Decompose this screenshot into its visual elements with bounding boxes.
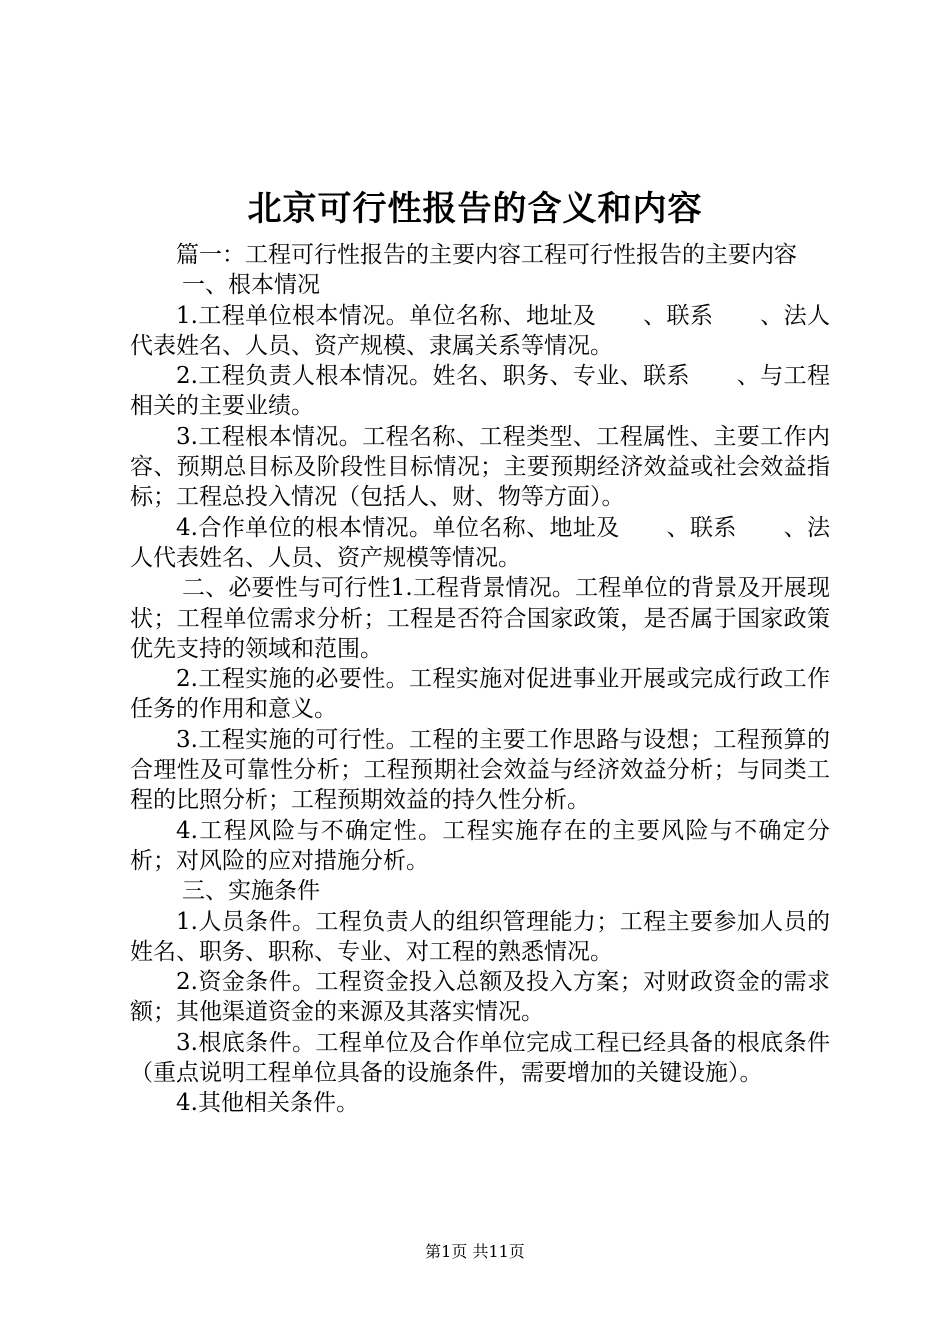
section-heading-1: 一、根本情况 <box>182 272 320 299</box>
page-number-footer: 第1页 共11页 <box>425 1242 525 1261</box>
paragraph: 2.资金条件。工程资金投入总额及投入方案；对财政资金的需求额；其他渠道资金的来源及其落实情况。 <box>130 969 830 1026</box>
paragraph: 3.工程根本情况。工程名称、工程类型、工程属性、主要工作内容、预期总目标及阶段性目标情况；主要预期经济效益或社会效益指标；工程总投入情况（包括人、财、物等方面）。 <box>130 423 830 511</box>
paragraph: 2.工程实施的必要性。工程实施对促进事业开展或完成行政工作任务的作用和意义。 <box>130 666 830 723</box>
paragraph: 4.其他相关条件。 <box>176 1090 359 1117</box>
section-heading-3: 三、实施条件 <box>182 878 320 905</box>
paragraph: 3.根底条件。工程单位及合作单位完成工程已经具备的根底条件（重点说明工程单位具备的设施条件，需要增加的关键设施）。 <box>130 1029 830 1087</box>
document-title: 北京可行性报告的含义和内容 <box>247 189 703 229</box>
paragraph: 4.合作单位的根本情况。单位名称、地址及 、联系 、法人代表姓名、人员、资产规模等情况。 <box>130 514 830 571</box>
paragraph: 4.工程风险与不确定性。工程实施存在的主要风险与不确定分析；对风险的应对措施分析。 <box>130 817 830 874</box>
paragraph: 1.人员条件。工程负责人的组织管理能力；工程主要参加人员的姓名、职务、职称、专业、对工程的熟悉情况。 <box>130 908 830 965</box>
document-body <box>130 240 830 1119</box>
paragraph: 2.工程负责人根本情况。姓名、职务、专业、联系 、与工程相关的主要业绩。 <box>130 363 830 420</box>
section-heading-2: 二、必要性与可行性1.工程背景情况。工程单位的背景及开展现状；工程单位需求分析；工程是否符合国家政策，是否属于国家政策优先支持的领域和范围。 <box>130 575 830 662</box>
paragraph-intro: 篇一：工程可行性报告的主要内容工程可行性报告的主要内容 <box>176 242 797 268</box>
paragraph: 3.工程实施的可行性。工程的主要工作思路与设想；工程预算的合理性及可靠性分析；工程预期社会效益与经济效益分析；与同类工程的比照分析；工程预期效益的持久性分析。 <box>130 726 830 814</box>
paragraph: 1.工程单位根本情况。单位名称、地址及 、联系 、法人代表姓名、人员、资产规模、隶属关系等情况。 <box>130 302 830 359</box>
